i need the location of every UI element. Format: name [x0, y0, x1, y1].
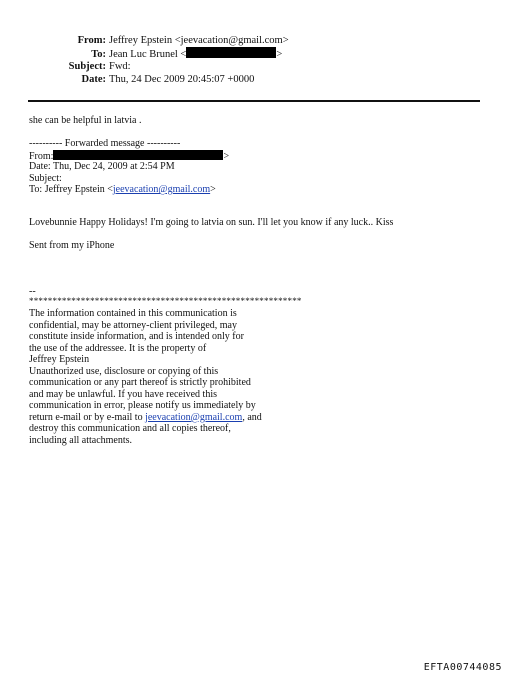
disclaimer-line: destroy this communication and all copies thereof, — [29, 423, 231, 434]
disclaimer-line: the use of the addressee. It is the property of — [29, 342, 207, 354]
disclaimer-line: Jeffrey Epstein — [29, 354, 90, 365]
disclaimer-email-suffix: , and — [242, 411, 262, 423]
message-text: Lovebunnie Happy Holidays! I'm going to latvia on sun. I'll let you know if any luck.. Kiss — [29, 217, 394, 228]
disclaimer-line: communication in error, please notify us immediately by — [29, 400, 256, 411]
disclaimer-block — [29, 308, 329, 446]
disclaimer-email-prefix: return e-mail or by e-mail to — [29, 411, 146, 423]
forwarded-marker: ---------- Forwarded message ---------- — [29, 138, 181, 149]
forwarded-to-email-link[interactable]: jeevacation@gmail.com — [112, 184, 211, 195]
disclaimer-line: including all attachments. — [29, 434, 133, 446]
forwarded-to-prefix: To: Jeffrey Epstein < — [29, 184, 113, 195]
forwarded-to-suffix: > — [210, 184, 216, 195]
header-to-suffix: > — [276, 49, 283, 60]
header-from-label: From: — [77, 35, 106, 46]
header-divider — [28, 100, 480, 102]
disclaimer-line: confidential, may be attorney-client privileged, may — [29, 319, 237, 331]
header-subject-label: Subject: — [68, 61, 106, 72]
disclaimer-email-link[interactable]: jeevacation@gmail.com — [145, 411, 243, 423]
body-intro: she can be helpful in latvia . — [29, 115, 142, 126]
header-to-row — [24, 47, 282, 61]
redaction-bar — [186, 47, 276, 58]
bates-number: EFTA00744085 — [423, 662, 502, 673]
forwarded-subject: Subject: — [29, 172, 62, 184]
header-subject-value: Fwd: — [109, 61, 131, 72]
header-from-value: Jeffrey Epstein <jeevacation@gmail.com> — [109, 35, 289, 46]
forwarded-from-label: From: — [29, 150, 54, 162]
header-date-value: Thu, 24 Dec 2009 20:45:07 +0000 — [109, 74, 255, 85]
signature-text: Sent from my iPhone — [29, 240, 115, 251]
header-to-label: To: — [91, 49, 106, 60]
disclaimer-line: constitute inside information, and is intended only for — [29, 331, 244, 342]
disclaimer-stars: ********************************************************** — [29, 296, 302, 306]
header-from-row — [24, 34, 289, 47]
disclaimer-email-line — [29, 412, 329, 424]
disclaimer-line: Unauthorized use, disclosure or copying of this — [29, 365, 219, 377]
disclaimer-line: and may be unlawful. If you have received this — [29, 388, 217, 400]
header-subject-row — [24, 60, 131, 73]
forwarded-to-row — [29, 184, 216, 196]
redaction-bar — [53, 150, 223, 160]
header-date-row — [24, 73, 254, 86]
disclaimer-line: communication or any part thereof is strictly prohibited — [29, 377, 251, 388]
header-to-prefix: Jean Luc Brunel < — [109, 49, 187, 60]
disclaimer-dashes: -- — [29, 286, 36, 297]
forwarded-from-suffix: > — [223, 150, 230, 162]
forwarded-date: Date: Thu, Dec 24, 2009 at 2:54 PM — [29, 161, 175, 172]
header-date-label: Date: — [81, 74, 106, 85]
disclaimer-line: The information contained in this communication is — [29, 308, 237, 319]
